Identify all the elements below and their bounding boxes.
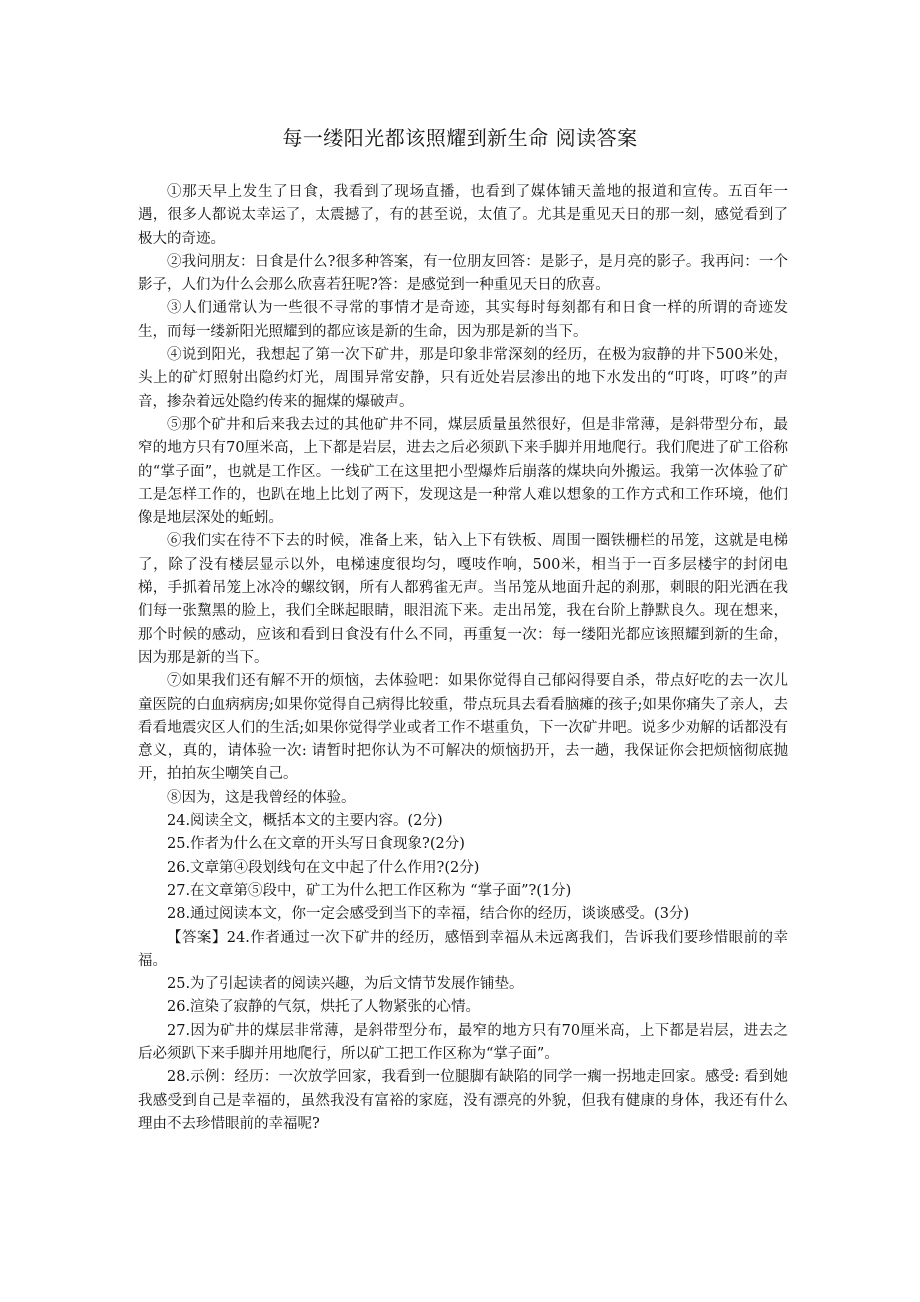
question-27: 27.在文章第⑤段中，矿工为什么把工作区称为 “掌子面”?(1分) bbox=[167, 882, 572, 899]
paragraph-5: ⑤那个矿井和后来我去过的其他矿井不同，煤层质量虽然很好，但是非常薄，是斜带型分布，最窄的地方只有70厘米高，上下都是岩层，进去之后必须趴下来手脚并用地爬行。我们爬进了矿工俗称的“掌子面”，也就是工作区。一线矿工在这里把小型爆炸后崩落的煤块向外搬运。我第一次体验了矿工是怎样工作的，也趴在地上比划了两下，发现这是一种常人难以想象的工作方式和工作环境，他们像是地层深处的蚯蚓。 bbox=[138, 416, 788, 527]
paragraph-7: ⑦如果我们还有解不开的烦恼，去体验吧：如果你觉得自己郁闷得要自杀，带点好吃的去一次儿童医院的白血病病房;如果你觉得自己病得比较重，带点玩具去看看脑瘫的孩子;如果你痛失了亲人，去看看地震灾区人们的生活;如果你觉得学业或者工作不堪重负，下一次矿井吧。说多少劝解的话都没有意义，真的，请体验一次: 请暂时把你认为不可解决的烦恼扔开，去一趟，我保证你会把烦恼彻底抛开，拍拍灰尘嘲笑自己。 bbox=[138, 673, 788, 783]
answer-27: 27.因为矿井的煤层非常薄，是斜带型分布，最窄的地方只有70厘米高，上下都是岩层，进去之后必须趴下来手脚并用地爬行，所以矿工把工作区称为“掌子面”。 bbox=[138, 1022, 788, 1062]
paragraph-8: ⑧因为，这是我曾经的体验。 bbox=[167, 789, 356, 806]
answer-26: 26.渲染了寂静的气氛，烘托了人物紧张的心情。 bbox=[167, 999, 481, 1016]
paragraph-4: ④说到阳光，我想起了第一次下矿井，那是印象非常深刻的经历，在极为寂静的井下500米处，头上的矿灯照射出隐约灯光，周围异常安静，只有近处岩层渗出的地下水发出的“叮咚，叮咚”的声音，掺杂着远处隐约传来的掘煤的爆破声。 bbox=[138, 347, 788, 410]
paragraph-3: ③人们通常认为一些很不寻常的事情才是奇迹，其实每时每刻都有和日食一样的所谓的奇迹发生，而每一缕新阳光照耀到的都应该是新的生命，因为那是新的当下。 bbox=[138, 300, 788, 340]
answer-28: 28.示例：经历：一次放学回家，我看到一位腿脚有缺陷的同学一瘸一拐地走回家。感受: 看到她我感受到自己是幸福的，虽然我没有富裕的家庭，没有漂亮的外貌，但我有健康的身体，我还有什么理由不去珍惜眼前的幸福呢? bbox=[138, 1069, 788, 1132]
question-28: 28.通过阅读本文，你一定会感受到当下的幸福，结合你的经历，谈谈感受。(3分) bbox=[167, 906, 690, 923]
paragraph-2: ②我问朋友：日食是什么?很多种答案，有一位朋友回答：是影子，是月亮的影子。我再问：一个影子，人们为什么会那么欣喜若狂呢?答：是感觉到一种重见天日的欣喜。 bbox=[138, 253, 788, 294]
question-24: 24.阅读全文，概括本文的主要内容。(2分) bbox=[167, 813, 443, 830]
document-title: 每一缕阳光都该照耀到新生命 阅读答案 bbox=[282, 126, 638, 150]
paragraph-1: ①那天早上发生了日食，我看到了现场直播，也看到了媒体铺天盖地的报道和宣传。五百年一遇，很多人都说太幸运了，太震撼了，有的甚至说，太值了。尤其是重见天日的那一刻，感觉看到了极大的奇迹。 bbox=[138, 184, 788, 247]
question-25: 25.作者为什么在文章的开头写日食现象?(2分) bbox=[167, 836, 465, 853]
question-26: 26.文章第④段划线句在文中起了什么作用?(2分) bbox=[167, 859, 480, 876]
answer-24: 【答案】24.作者通过一次下矿井的经历，感悟到幸福从未远离我们，告诉我们要珍惜眼前的幸福。 bbox=[138, 929, 788, 969]
paragraph-6: ⑥我们实在待不下去的时候，准备上来，钻入上下有铁板、周围一圈铁栅栏的吊笼，这就是电梯了，除了没有楼层显示以外，电梯速度很均匀，嘎吱作响，500米，相当于一百多层楼宇的封闭电梯，手抓着吊笼上冰冷的螺纹钢，所有人都鸦雀无声。当吊笼从地面升起的刹那，刺眼的阳光洒在我们每一张黧黑的脸上，我们全眯起眼睛，眼泪流下来。走出吊笼，我在台阶上静默良久。现在想来，那个时候的感动，应该和看到日食没有什么不同，再重复一次：每一缕阳光都应该照耀到新的生命，因为那是新的当下。 bbox=[138, 533, 788, 666]
answer-25: 25.为了引起读者的阅读兴趣，为后文情节发展作铺垫。 bbox=[167, 976, 524, 993]
document-body bbox=[138, 181, 788, 1136]
